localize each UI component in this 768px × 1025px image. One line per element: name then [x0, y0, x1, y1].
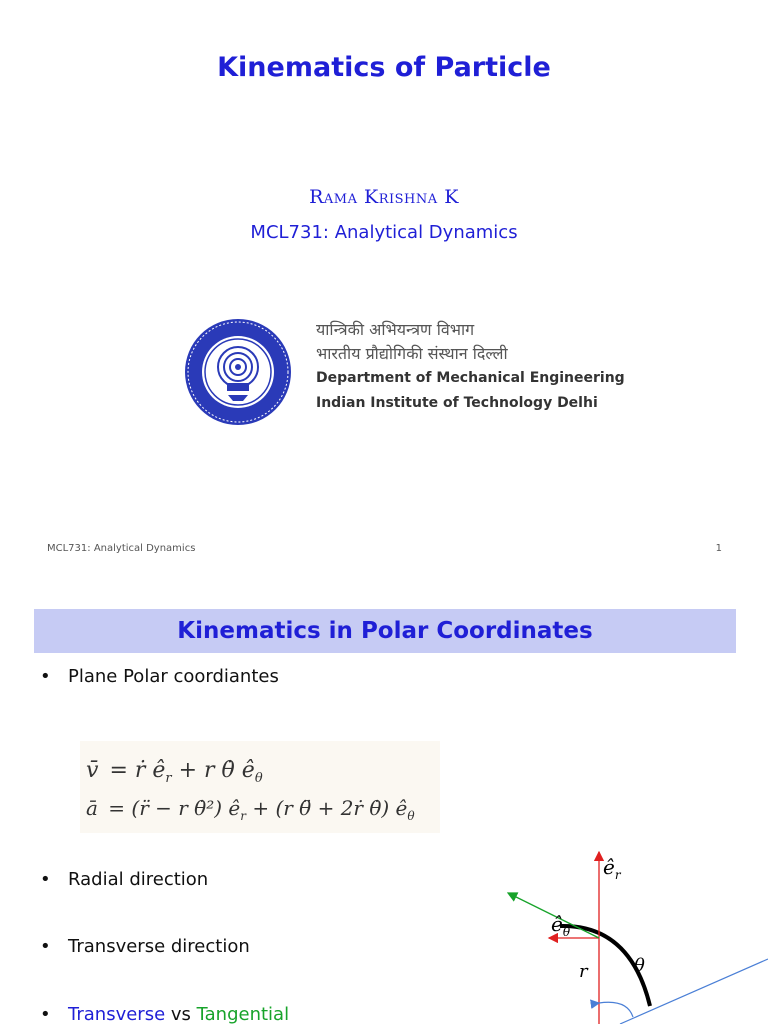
slide-title: Kinematics of Particle: [217, 52, 551, 83]
velocity-equation: v̄ = ṙ $ê_r + r$ θ̇ $ê_\theta$: [86, 758, 263, 786]
course-name: MCL731: Analytical Dynamics: [250, 222, 518, 243]
etheta-label: $ê_\theta$: [551, 912, 571, 939]
department-block: [316, 318, 625, 416]
bullet-item: • Radial direction: [40, 869, 209, 890]
er-label: $ê_r$: [603, 855, 621, 882]
institute-english: Indian Institute of Technology Delhi: [316, 395, 598, 411]
theta-arc: [599, 1002, 633, 1017]
department-english: Department of Mechanical Engineering: [316, 370, 625, 386]
bullet-item: • Transverse direction: [40, 936, 250, 957]
author-name: Rama Krishna K: [309, 186, 459, 208]
r-label: r: [579, 961, 588, 982]
bullet-item: • Plane Polar coordiantes: [40, 666, 279, 687]
page-number: 1: [715, 543, 722, 554]
slide-divider: [0, 576, 768, 584]
equation-image: [80, 741, 440, 833]
bullet-item: • Transverse vs Tangential: [40, 1004, 290, 1025]
iit-delhi-seal-icon: [183, 317, 293, 427]
polar-coordinates-diagram: [495, 809, 768, 1024]
institute-hindi: भारतीय प्रौद्योगिकी संस्थान दिल्ली: [316, 344, 508, 363]
department-hindi: यान्त्रिकी अभियन्त्रण विभाग: [316, 320, 475, 339]
theta-label: θ: [634, 955, 645, 976]
acceleration-equation: ā = (r̈ − r θ̇²) $ê_r + (r$ θ̈ + 2ṙ θ̇) $ê_\theta$: [86, 796, 415, 823]
polar-coordinates-slide: [0, 584, 768, 1024]
footer-course: MCL731: Analytical Dynamics: [47, 543, 196, 554]
slide-title: Kinematics in Polar Coordinates: [34, 609, 736, 653]
